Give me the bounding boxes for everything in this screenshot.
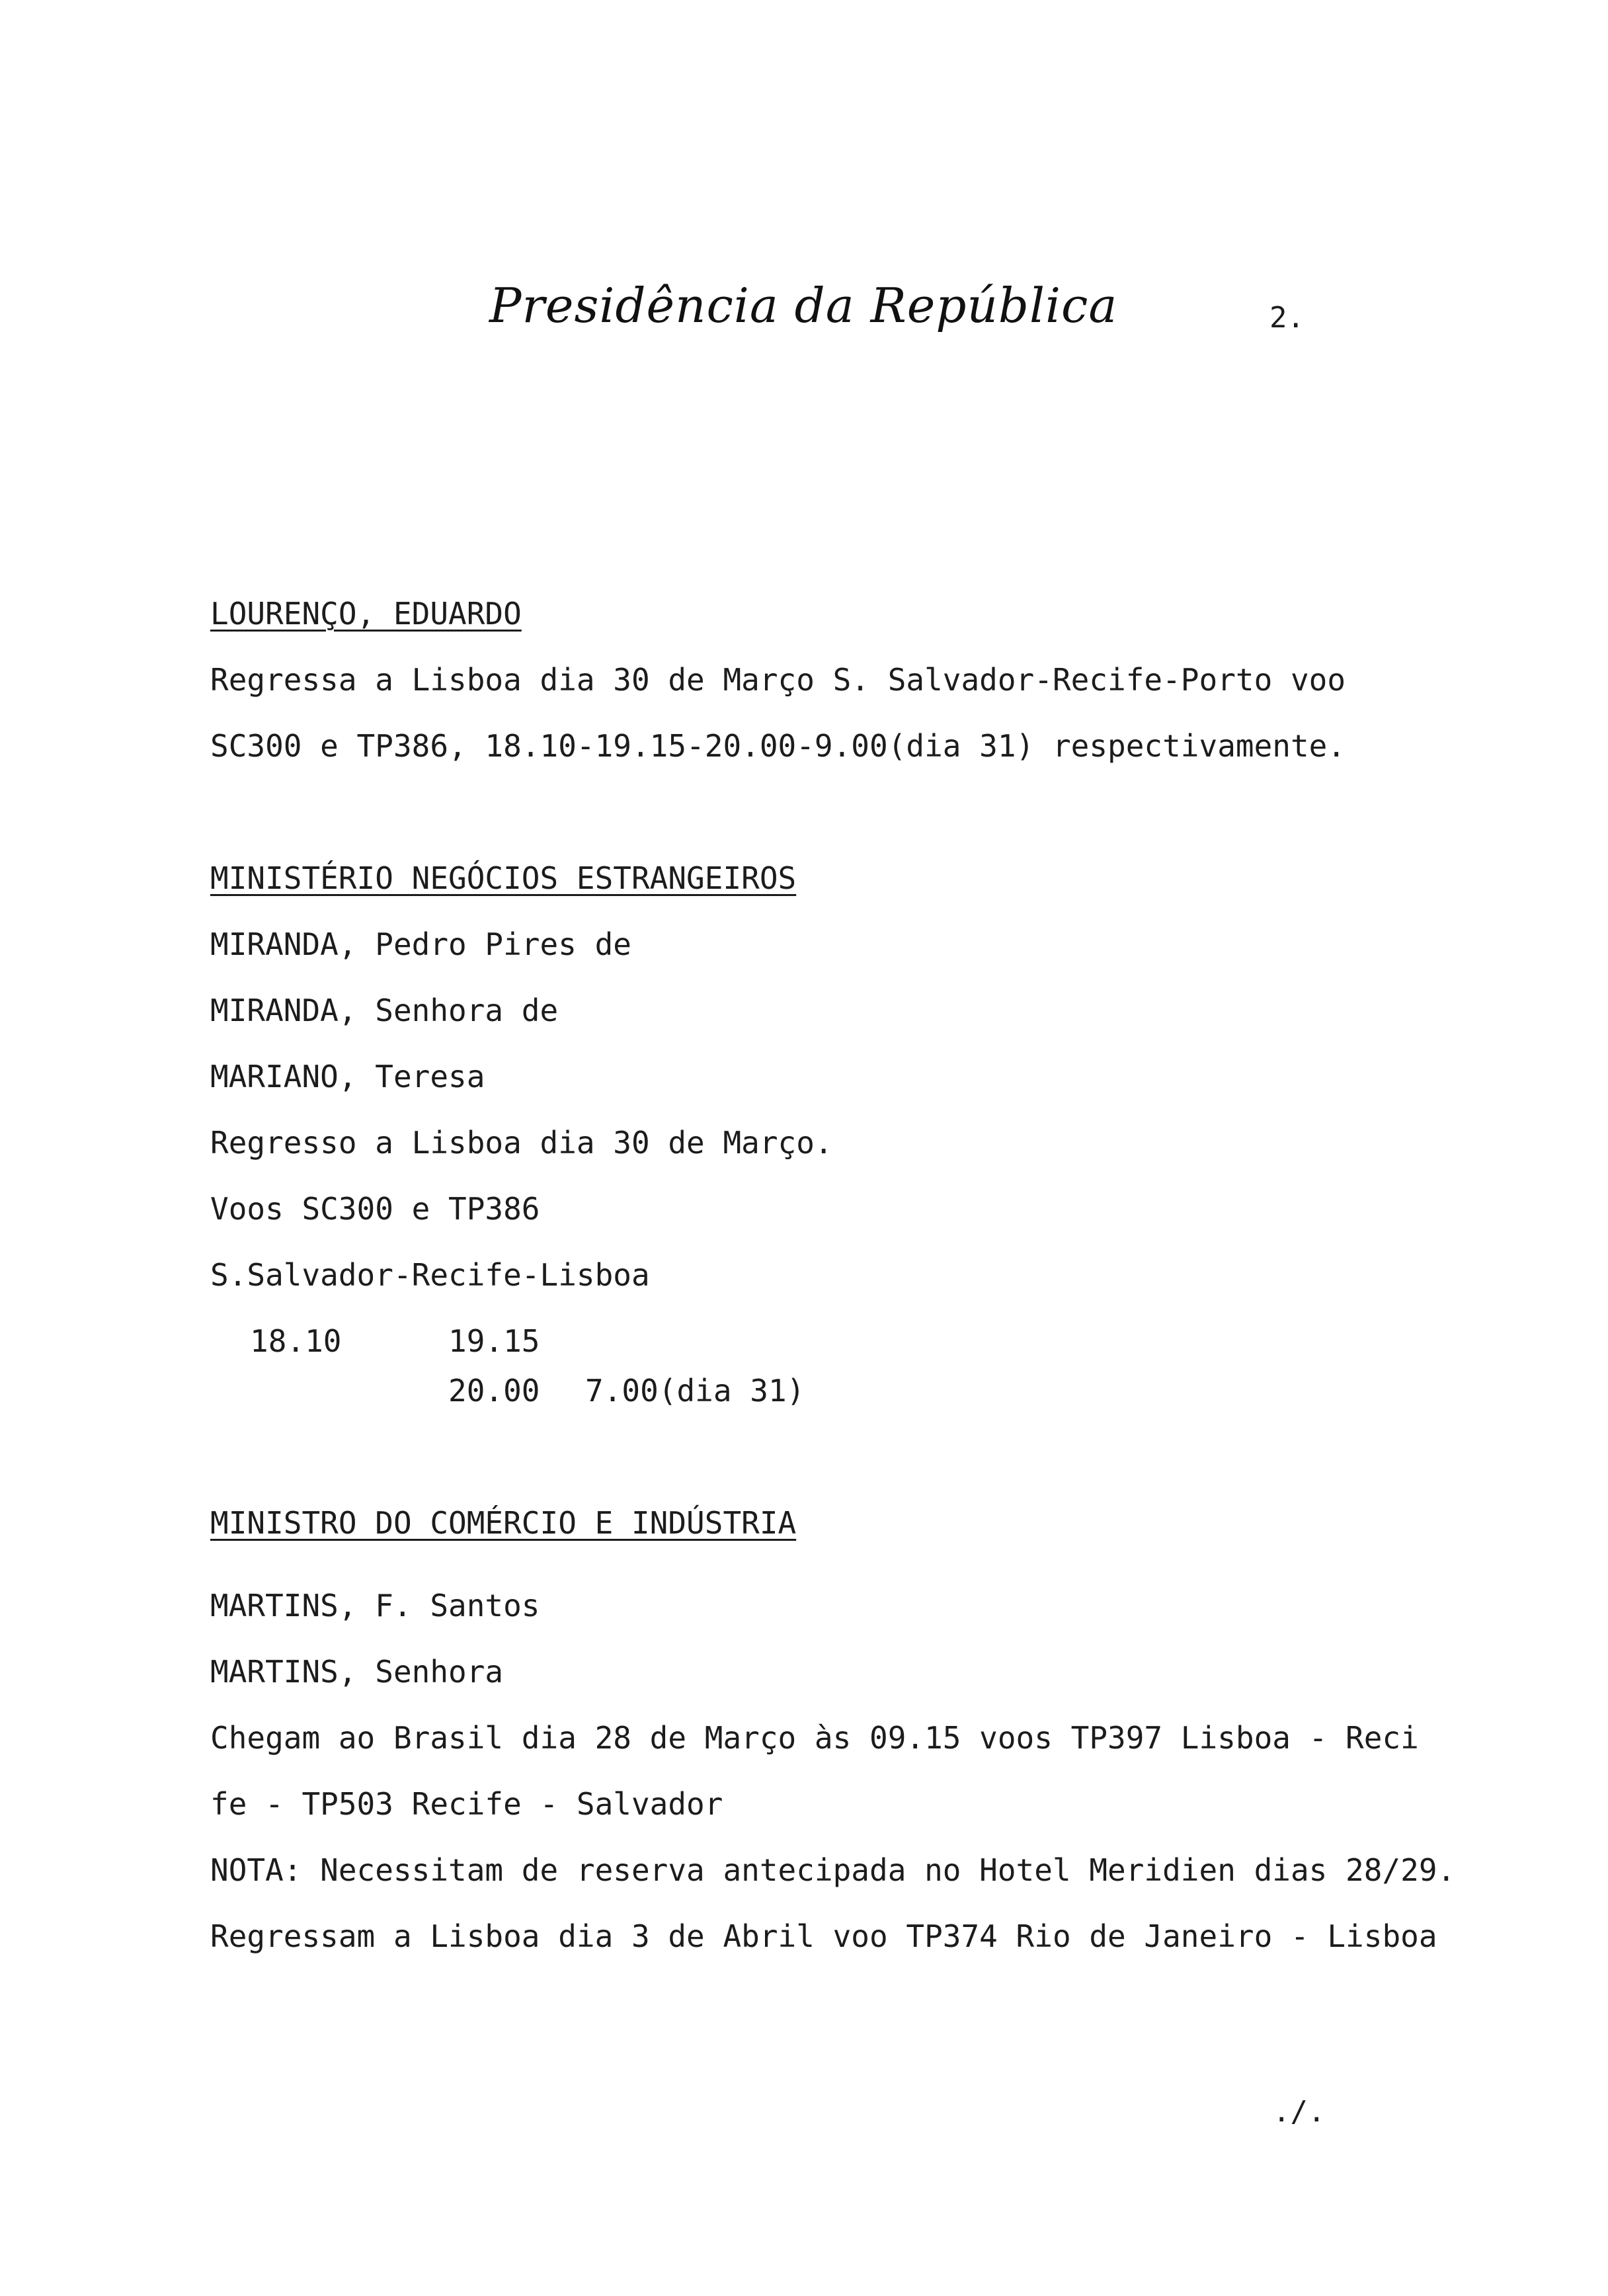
mci-line-2: fe - TP503 Recife - Salvador bbox=[210, 1786, 723, 1822]
section-heading-mne: MINISTÉRIO NEGÓCIOS ESTRANGEIROS bbox=[210, 860, 797, 896]
mne-arrival-1: 19.15 bbox=[448, 1323, 540, 1359]
mne-name-3: MARIANO, Teresa bbox=[210, 1059, 485, 1094]
mne-departure-1: 18.10 bbox=[250, 1323, 342, 1359]
mne-line-2: Voos SC300 e TP386 bbox=[210, 1191, 540, 1227]
mci-line-3: NOTA: Necessitam de reserva antecipada no Hotel Meridien dias 28/29. bbox=[210, 1852, 1456, 1888]
mci-line-1: Chegam ao Brasil dia 28 de Março às 09.15 voos TP397 Lisboa - Reci bbox=[210, 1720, 1419, 1756]
mci-name-2: MARTINS, Senhora bbox=[210, 1654, 504, 1690]
continuation-mark: ./. bbox=[1273, 2095, 1326, 2129]
letterhead: Presidência da República bbox=[489, 278, 1118, 333]
lourenco-line-2: SC300 e TP386, 18.10-19.15-20.00-9.00(dia 31) respectivamente. bbox=[210, 728, 1346, 764]
section-heading-lourenco: LOURENÇO, EDUARDO bbox=[210, 596, 522, 632]
mne-departure-2: 20.00 bbox=[448, 1373, 540, 1409]
mci-name-1: MARTINS, F. Santos bbox=[210, 1588, 540, 1623]
section-heading-mci: MINISTRO DO COMÉRCIO E INDÚSTRIA bbox=[210, 1505, 797, 1541]
page-number: 2. bbox=[1269, 301, 1305, 335]
mne-line-1: Regresso a Lisboa dia 30 de Março. bbox=[210, 1125, 833, 1161]
mne-name-2: MIRANDA, Senhora de bbox=[210, 993, 559, 1028]
mne-route: S.Salvador-Recife-Lisboa bbox=[210, 1257, 650, 1293]
mne-name-1: MIRANDA, Pedro Pires de bbox=[210, 926, 631, 962]
mne-arrival-2: 7.00(dia 31) bbox=[585, 1373, 805, 1409]
mci-line-4: Regressam a Lisboa dia 3 de Abril voo TP374 Rio de Janeiro - Lisboa bbox=[210, 1918, 1437, 1954]
lourenco-line-1: Regressa a Lisboa dia 30 de Março S. Salvador-Recife-Porto voo bbox=[210, 662, 1346, 698]
